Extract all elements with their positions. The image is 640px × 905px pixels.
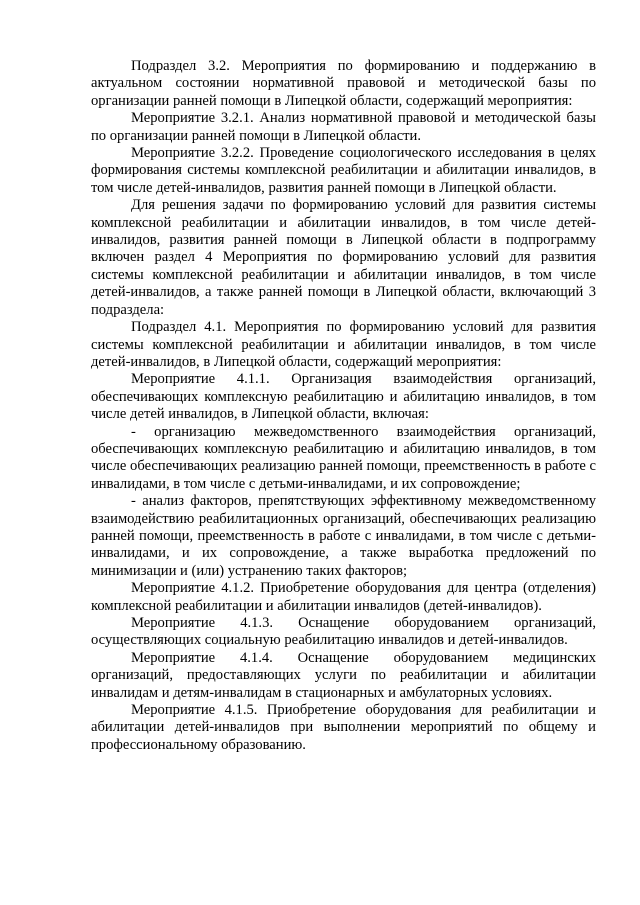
paragraph-bullet-analysis: - анализ факторов, препятствующих эффективному межведомственному взаимодействию реабилитационных организаций, обеспечивающих реализацию ранней помощи, преемственность в работе с инвалидами, в том числе с детьми-инвалидами, и их сопровождение, а также выработка предложений по минимизации и (или) устранению таких факторов; [91, 493, 596, 579]
paragraph-bullet-interaction: - организацию межведомственного взаимодействия организаций, обеспечивающих комплексную реабилитацию и абилитацию инвалидов, в том числе обеспечивающих реализацию ранней помощи, преемственность в работе с инвалидами, в том числе с детьми-инвалидами, и их сопровождение; [91, 423, 596, 492]
paragraph-measure-4-1-1: Мероприятие 4.1.1. Организация взаимодействия организаций, обеспечивающих комплексную реабилитацию и абилитацию инвалидов, в том числе детей инвалидов, в Липецкой области, включая: [91, 371, 596, 423]
paragraph-measure-4-1-2: Мероприятие 4.1.2. Приобретение оборудования для центра (отделения) комплексной реабилитации и абилитации инвалидов (детей-инвалидов). [91, 580, 596, 614]
paragraph-subsection-3-2: Подраздел 3.2. Мероприятия по формированию и поддержанию в актуальном состоянии нормативной правовой и методической базы по организации ранней помощи в Липецкой области, содержащий мероприятия: [91, 58, 596, 109]
paragraph-measure-3-2-1: Мероприятие 3.2.1. Анализ нормативной правовой и методической базы по организации ранней помощи в Липецкой области. [91, 110, 596, 144]
paragraph-measure-3-2-2: Мероприятие 3.2.2. Проведение социологического исследования в целях формирования системы комплексной реабилитации и абилитации инвалидов, в том числе детей-инвалидов, развития ранней помощи в Липецкой области. [91, 145, 596, 196]
paragraph-measure-4-1-4: Мероприятие 4.1.4. Оснащение оборудованием медицинских организаций, предоставляющих услуги по реабилитации и абилитации инвалидам и детям-инвалидам в стационарных и амбулаторных условиях. [91, 649, 596, 701]
paragraph-task-section-4: Для решения задачи по формированию условий для развития системы комплексной реабилитации и абилитации инвалидов, в том числе детей-инвалидов, развития ранней помощи в Липецкой области в подпрограмму включен раздел 4 Мероприятия по формированию условий для развития системы комплексной реабилитации и абилитации инвалидов, в том числе детей-инвалидов, а также ранней помощи в Липецкой области, включающий 3 подраздела: [91, 197, 596, 318]
paragraph-subsection-4-1: Подраздел 4.1. Мероприятия по формированию условий для развития системы комплексной реабилитации и абилитации инвалидов, в том числе детей-инвалидов, в Липецкой области, содержащий мероприятия: [91, 319, 596, 370]
paragraph-measure-4-1-3: Мероприятие 4.1.3. Оснащение оборудованием организаций, осуществляющих социальную реабилитацию инвалидов и детей-инвалидов. [91, 615, 596, 649]
paragraph-measure-4-1-5: Мероприятие 4.1.5. Приобретение оборудования для реабилитации и абилитации детей-инвалидов при выполнении мероприятий по общему и профессиональному образованию. [91, 702, 596, 753]
